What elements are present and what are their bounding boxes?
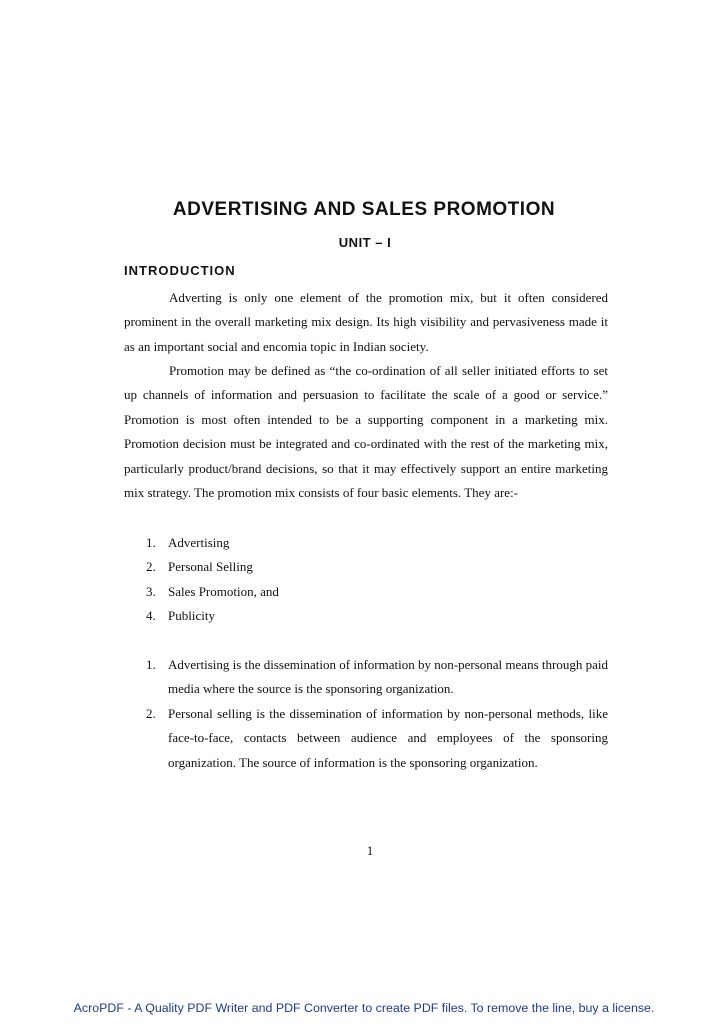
list-item — [124, 702, 608, 775]
list-item-number: 4. — [146, 608, 156, 624]
list-item — [124, 555, 608, 579]
list-item-text: Publicity — [168, 608, 215, 624]
list-item — [124, 653, 608, 702]
definitions-list — [124, 653, 608, 775]
section-heading: INTRODUCTION — [124, 263, 236, 278]
document-title: ADVERTISING AND SALES PROMOTION — [172, 199, 556, 220]
acropdf-license-banner[interactable]: AcroPDF - A Quality PDF Writer and PDF Converter to create PDF files. To remove the line, buy a license. — [73, 1001, 655, 1015]
page-number: 1 — [366, 843, 374, 858]
list-item — [124, 604, 608, 628]
list-item — [124, 580, 608, 604]
list-item-number: 2. — [146, 705, 156, 721]
list-item-text: Advertising is the dissemination of information by non-personal means through paid media where the source is the sponsoring organization. — [168, 657, 608, 697]
list-item — [124, 531, 608, 555]
list-item-number: 2. — [146, 559, 156, 575]
list-item-text: Personal Selling — [168, 559, 253, 575]
list-item-number: 3. — [146, 583, 156, 599]
promotion-elements-list — [124, 531, 608, 629]
list-item-text: Advertising — [168, 535, 230, 550]
intro-paragraph-1: Adverting is only one element of the promotion mix, but it often considered prominent in the overall marketing mix design. Its high visibility and pervasiveness made it as an important social and encomia topic in Indian society. — [124, 290, 608, 354]
list-item-number: 1. — [146, 657, 156, 672]
unit-title: UNIT – I — [338, 235, 392, 250]
list-item-number: 1. — [146, 535, 156, 550]
intro-paragraph-2: Promotion may be defined as “the co-ordination of all seller initiated efforts to set up channels of information and persuasion to facilitate the scale of a good or service.” Promotion is most often intended to be a supporting component in a marketing mix. Promotion decision must be integrated and co-ordinated with the rest of the marketing mix, particularly product/brand decisions, so that it may effectively support an entire marketing mix strategy. The promotion mix consists of four basic elements. They are:- — [124, 363, 608, 501]
list-item-text: Personal selling is the dissemination of information by non-personal methods, like face-to-face, contacts between audience and employees of the sponsoring organization. The source of information is the sponsoring organization. — [168, 705, 608, 770]
list-item-text: Sales Promotion, and — [168, 583, 279, 599]
